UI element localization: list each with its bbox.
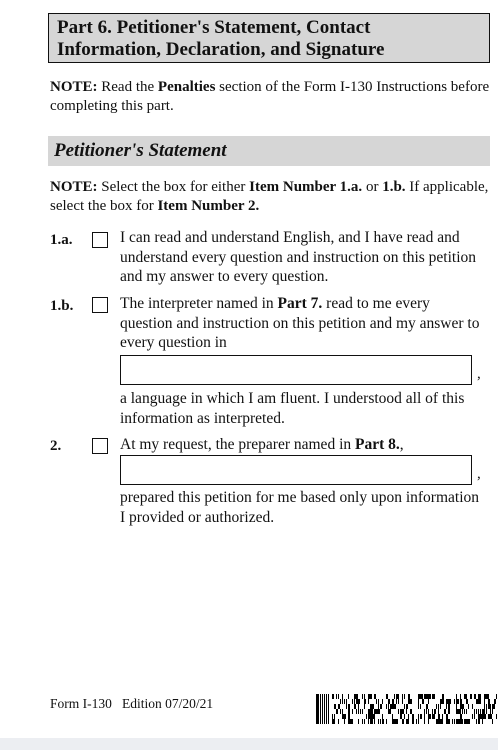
item-2-text: At my request, the preparer named in Part 8.,: [120, 436, 404, 453]
comma: ,: [477, 466, 481, 482]
preparer-name-input[interactable]: [120, 455, 472, 485]
bottom-bar: [0, 738, 498, 750]
form-number: Form I-130: [50, 696, 112, 711]
penalties-term: Penalties: [157, 79, 216, 95]
item-2-checkbox[interactable]: [92, 438, 108, 454]
form-footer: [50, 696, 213, 712]
item-2-after-text: prepared this petition for me based only upon information I provided or authorized.: [120, 489, 479, 526]
note-label: NOTE:: [50, 179, 98, 195]
part-8-ref: Part 8.: [355, 436, 400, 453]
form-edition: Edition 07/20/21: [122, 696, 214, 711]
part-6-header: [48, 13, 490, 63]
selection-note: NOTE: Select the box for either Item Number 1.a. or 1.b. If applicable, select the box for Item Number 2.: [50, 179, 489, 214]
item-1b-checkbox[interactable]: [92, 297, 108, 313]
barcode: [316, 694, 498, 724]
item-1b-text: The interpreter named in Part 7. read to me every question and instruction on this petition and my answer to every question in: [120, 295, 480, 351]
item-1a-text: I can read and understand English, and I have read and understand every question and instruction on this petition and my answer to every question.: [120, 229, 477, 285]
part-title-line-1: Part 6. Petitioner's Statement, Contact: [57, 17, 371, 38]
item-1b-number: 1.b.: [50, 298, 74, 314]
part-7-ref: Part 7.: [277, 295, 323, 312]
part-title-line-2: Information, Declaration, and Signature: [57, 39, 385, 60]
item-1a-number: 1.a.: [50, 232, 73, 248]
item-2-number: 2.: [50, 438, 62, 454]
language-input[interactable]: [120, 355, 472, 385]
penalties-note: NOTE: Read the Penalties section of the Form I-130 Instructions before completing this part.: [50, 79, 490, 114]
comma: ,: [477, 366, 481, 382]
item-1b-after-text: a language in which I am fluent. I understood all of this information as interpreted.: [120, 390, 465, 427]
section-title: Petitioner's Statement: [48, 136, 490, 166]
item-1a-checkbox[interactable]: [92, 232, 108, 248]
note-label: NOTE:: [50, 79, 98, 95]
barcode-image: [316, 694, 498, 724]
